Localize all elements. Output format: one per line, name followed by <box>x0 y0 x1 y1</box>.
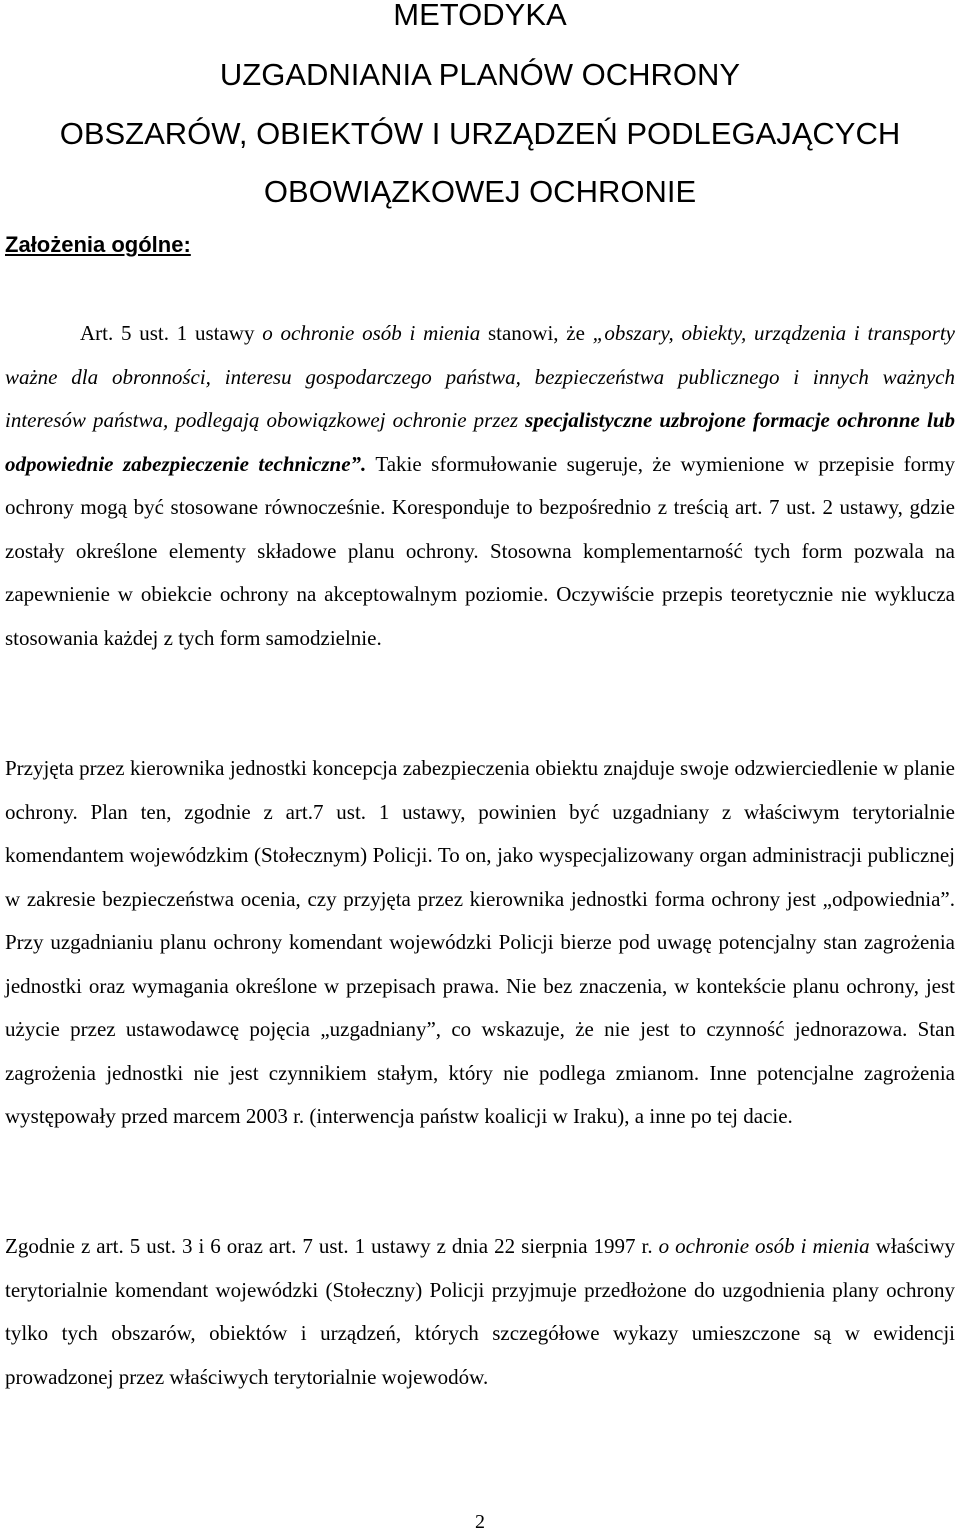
paragraph-text: Art. 5 ust. 1 ustawy <box>80 321 263 345</box>
page-number: 2 <box>475 1511 485 1533</box>
document-title-line-3: OBSZARÓW, OBIEKTÓW I URZĄDZEŃ PODLEGAJĄCYCH <box>59 116 901 151</box>
document-title-line-4: OBOWIĄZKOWEJ OCHRONIE <box>263 174 697 209</box>
paragraph-text: stanowi, że <box>480 321 593 345</box>
statute-quote-bold-italic: specjalistyczne uzbrojone formacje ochronne lub odpowiednie zabezpieczenie techniczne”. <box>5 408 956 476</box>
act-title-italic: o ochronie osób i mienia <box>262 321 481 345</box>
document-title-line-2: UZGADNIANIA PLANÓW OCHRONY <box>219 57 741 92</box>
statute-quote-italic: „obszary, obiekty, urządzenia i transporty ważne dla obronności, interesu gospodarczego państwa, bezpieczeństwa publicznego i innych ważnych interesów państwa, podlegają obowiązkowej ochronie przez <box>5 321 955 432</box>
paragraph-text: Takie sformułowanie sugeruje, że wymienione w przepisie formy ochrony mogą być stosowane równocześnie. Koresponduje to bezpośrednio z treścią art. 7 ust. 2 ustawy, gdzie zostały określone elementy składowe planu ochrony. Stosowna komplementarność tych form pozwala na zapewnienie w obiekcie ochrony na akceptowalnym poziomie. Oczywiście przepis teoretycznie nie wyklucza stosowania każdej z tych form samodzielnie. <box>5 451 955 650</box>
paragraph-plan-agreement: Przyjęta przez kierownika jednostki koncepcja zabezpieczenia obiektu znajduje swoje odzwierciedlenie w planie ochrony. Plan ten, zgodnie z art.7 ust. 1 ustawy, powinien być uzgadniany z właściwym terytorialnie komendantem wojewódzkim (Stołecznym) Policji. To on, jako wyspecjalizowany organ administracji publicznej w zakresie bezpieczeństwa ocenia, czy przyjęta przez kierownika jednostki forma ochrony jest „odpowiednia”. Przy uzgadnianiu planu ochrony komendant wojewódzki Policji bierze pod uwagę potencjalny stan zagrożenia jednostki oraz wymagania określone w przepisach prawa. Nie bez znaczenia, w kontekście planu ochrony, jest użycie przez ustawodawcę pojęcia „uzgadniany”, co wskazuje, że nie jest to czynność jednorazowa. Stan zagrożenia jednostki nie jest czynnikiem stałym, który nie podlega zmianom. Inne potencjalne zagrożenia występowały przed marcem 2003 r. (interwencja państw koalicji w Iraku), a inne po tej dacie. <box>5 756 955 1128</box>
paragraph-text: Zgodnie z art. 5 ust. 3 i 6 oraz art. 7 ust. 1 ustawy z dnia 22 sierpnia 1997 r. <box>5 1234 659 1258</box>
paragraph-art5-scope <box>5 312 955 660</box>
paragraph-text: właściwy terytorialnie komendant wojewódzki (Stołeczny) Policji przyjmuje przedłożone do uzgodnienia plany ochrony tylko tych obszarów, obiektów i urządzeń, których szczegółowe wykazy umieszczone są w ewidencji prowadzonej przez właściwych terytorialnie wojewodów. <box>5 1234 956 1389</box>
section-heading-general-assumptions: Założenia ogólne: <box>5 232 191 257</box>
act-title-italic: o ochronie osób i mienia <box>658 1234 870 1258</box>
document-title-line-1: METODYKA <box>393 0 567 32</box>
paragraph-legal-basis <box>5 1225 955 1399</box>
